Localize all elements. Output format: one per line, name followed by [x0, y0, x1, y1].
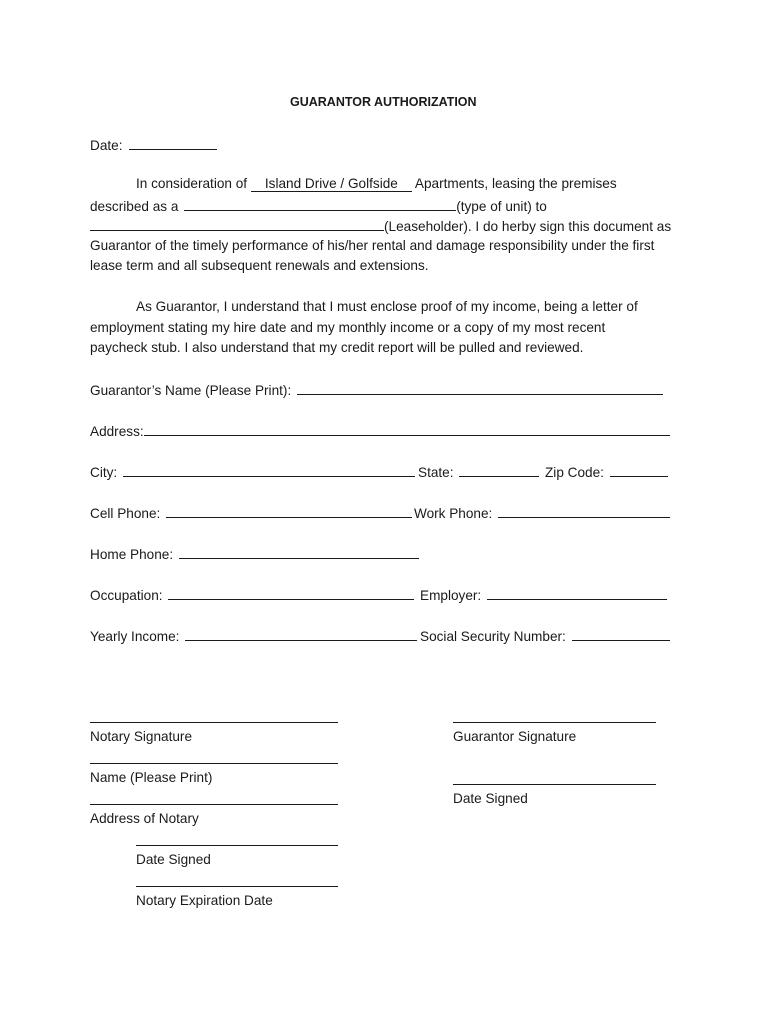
- cell-phone-field: [90, 504, 412, 521]
- state-label: State:: [418, 465, 454, 480]
- work-phone-line[interactable]: [498, 504, 670, 518]
- leaseholder-line[interactable]: [90, 217, 384, 231]
- ssn-line[interactable]: [572, 627, 670, 641]
- guarantor-date-signed-label: Date Signed: [453, 791, 528, 806]
- para1-line4: Guarantor of the timely performance of his/her rental and damage responsibility under the first: [90, 238, 655, 253]
- yearly-income-field: [90, 627, 417, 644]
- date-input-line[interactable]: [129, 136, 217, 150]
- para2-line1: As Guarantor, I understand that I must enclose proof of my income, being a letter of: [136, 299, 638, 314]
- employer-field: [420, 586, 667, 603]
- guarantor-name-label: Guarantor’s Name (Please Print):: [90, 383, 292, 398]
- cell-phone-label: Cell Phone:: [90, 506, 161, 521]
- state-line[interactable]: [459, 463, 539, 477]
- yearly-income-label: Yearly Income:: [90, 629, 180, 644]
- guarantor-name-field: [90, 381, 663, 398]
- para1-line2: [90, 197, 547, 214]
- employer-label: Employer:: [420, 588, 482, 603]
- guarantor-date-signed-line[interactable]: [453, 784, 656, 785]
- name-print-line[interactable]: [90, 763, 338, 764]
- property-name: Island Drive / Golfside: [251, 176, 412, 192]
- employer-line[interactable]: [487, 586, 667, 600]
- work-phone-field: [414, 504, 670, 521]
- city-label: City:: [90, 465, 118, 480]
- guarantor-signature-label: Guarantor Signature: [453, 729, 577, 744]
- para2-line2: employment stating my hire date and my monthly income or a copy of my most recent: [90, 320, 606, 335]
- para1-line3: [90, 217, 671, 234]
- cell-phone-line[interactable]: [166, 504, 412, 518]
- ssn-label: Social Security Number:: [420, 629, 566, 644]
- notary-address-line[interactable]: [90, 804, 338, 805]
- occupation-label: Occupation:: [90, 588, 163, 603]
- yearly-income-line[interactable]: [185, 627, 417, 641]
- para1-line2-suffix: (type of unit) to: [456, 199, 547, 214]
- city-line[interactable]: [123, 463, 415, 477]
- notary-date-signed-label: Date Signed: [136, 852, 211, 867]
- guarantor-signature-line[interactable]: [453, 722, 656, 723]
- date-field: [90, 136, 217, 153]
- notary-date-signed-line[interactable]: [136, 845, 338, 846]
- para2-line3: paycheck stub. I also understand that my credit report will be pulled and reviewed.: [90, 340, 584, 355]
- guarantor-name-line[interactable]: [297, 381, 663, 395]
- para1-after-property: Apartments, leasing the premises: [414, 176, 617, 191]
- notary-expiration-label: Notary Expiration Date: [136, 893, 273, 908]
- address-field: [90, 422, 670, 439]
- document-title: GUARANTOR AUTHORIZATION: [290, 95, 477, 109]
- home-phone-label: Home Phone:: [90, 547, 174, 562]
- state-field: [418, 463, 539, 480]
- address-label: Address:: [90, 424, 144, 439]
- para1-line2-prefix: described as a: [90, 199, 179, 214]
- unit-type-line[interactable]: [184, 197, 456, 211]
- notary-signature-line[interactable]: [90, 722, 338, 723]
- notary-address-label: Address of Notary: [90, 811, 199, 826]
- name-print-label: Name (Please Print): [90, 770, 213, 785]
- city-field: [90, 463, 415, 480]
- home-phone-field: [90, 545, 419, 562]
- para1-prefix: In consideration of: [136, 176, 248, 191]
- zip-label: Zip Code:: [545, 465, 604, 480]
- occupation-line[interactable]: [168, 586, 414, 600]
- zip-line[interactable]: [610, 463, 668, 477]
- notary-signature-label: Notary Signature: [90, 729, 193, 744]
- notary-expiration-line[interactable]: [136, 886, 338, 887]
- zip-field: [545, 463, 668, 480]
- para1-line3-suffix: (Leaseholder). I do herby sign this document as: [384, 219, 672, 234]
- address-line[interactable]: [144, 422, 670, 436]
- ssn-field: [420, 627, 670, 644]
- para1-line5: lease term and all subsequent renewals and extensions.: [90, 258, 429, 273]
- work-phone-label: Work Phone:: [414, 506, 493, 521]
- home-phone-line[interactable]: [179, 545, 419, 559]
- occupation-field: [90, 586, 414, 603]
- date-label: Date:: [90, 138, 123, 153]
- para1-line1: [136, 176, 617, 191]
